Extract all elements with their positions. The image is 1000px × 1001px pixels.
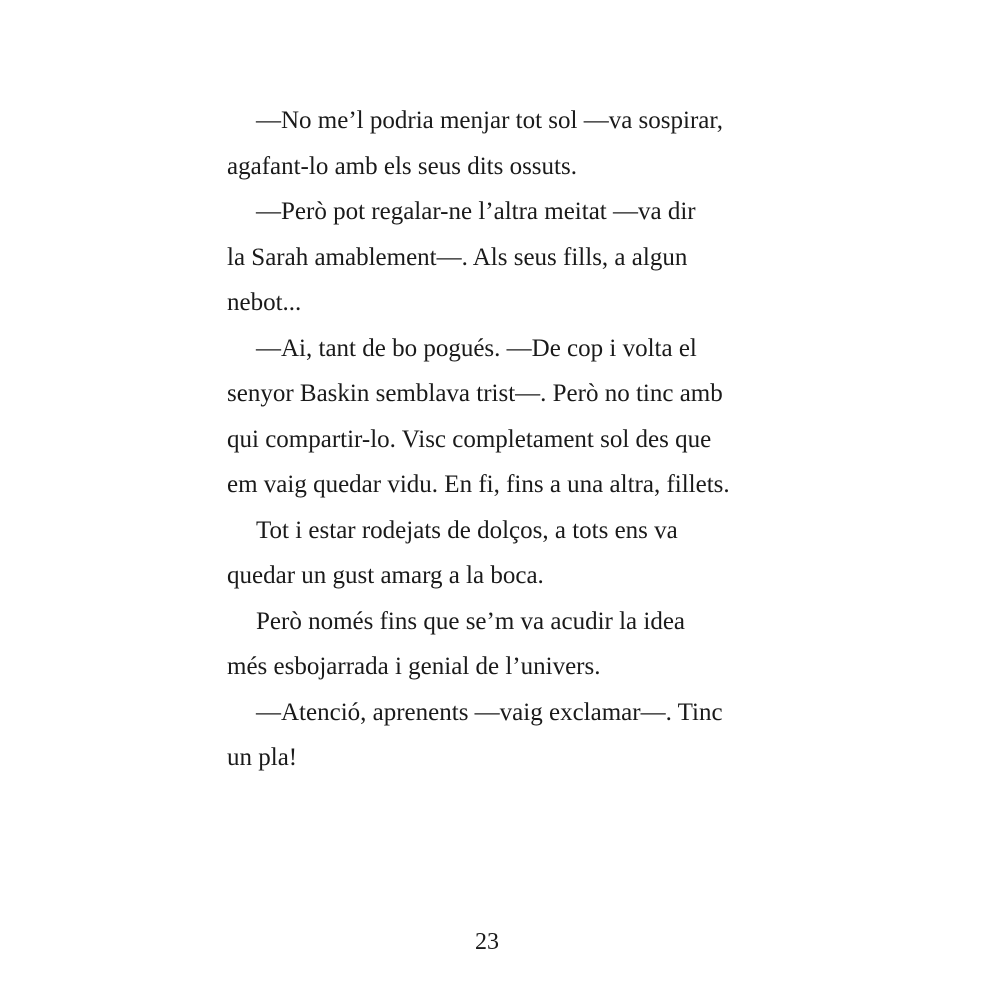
text-line: agafant-lo amb els seus dits ossuts. xyxy=(227,152,577,180)
text-line: —Ai, tant de bo pogués. —De cop i volta el xyxy=(256,334,697,362)
text-line: —No me’l podria menjar tot sol —va sospirar, xyxy=(256,107,723,134)
text-line: la Sarah amablement—. Als seus fills, a algun xyxy=(227,243,688,271)
text-line: un pla! xyxy=(227,744,298,771)
text-line: nebot... xyxy=(227,289,302,316)
page-number-text: 23 xyxy=(475,929,499,955)
text-line: quedar un gust amarg a la boca. xyxy=(227,562,544,589)
text-line: —Atenció, aprenents —vaig exclamar—. Tinc xyxy=(256,698,723,726)
page-number xyxy=(0,922,1000,962)
body-text xyxy=(227,98,787,781)
text-line: qui compartir-lo. Visc completament sol des que xyxy=(227,425,712,453)
text-line: Però només fins que se’m va acudir la idea xyxy=(256,607,686,635)
text-line: senyor Baskin semblava trist—. Però no tinc amb xyxy=(227,380,723,407)
text-line: Tot i estar rodejats de dolços, a tots ens va xyxy=(256,516,678,544)
text-line: —Però pot regalar-ne l’altra meitat —va dir xyxy=(256,198,696,225)
text-line: em vaig quedar vidu. En fi, fins a una altra, fillets. xyxy=(227,471,730,498)
text-line: més esbojarrada i genial de l’univers. xyxy=(227,653,601,680)
